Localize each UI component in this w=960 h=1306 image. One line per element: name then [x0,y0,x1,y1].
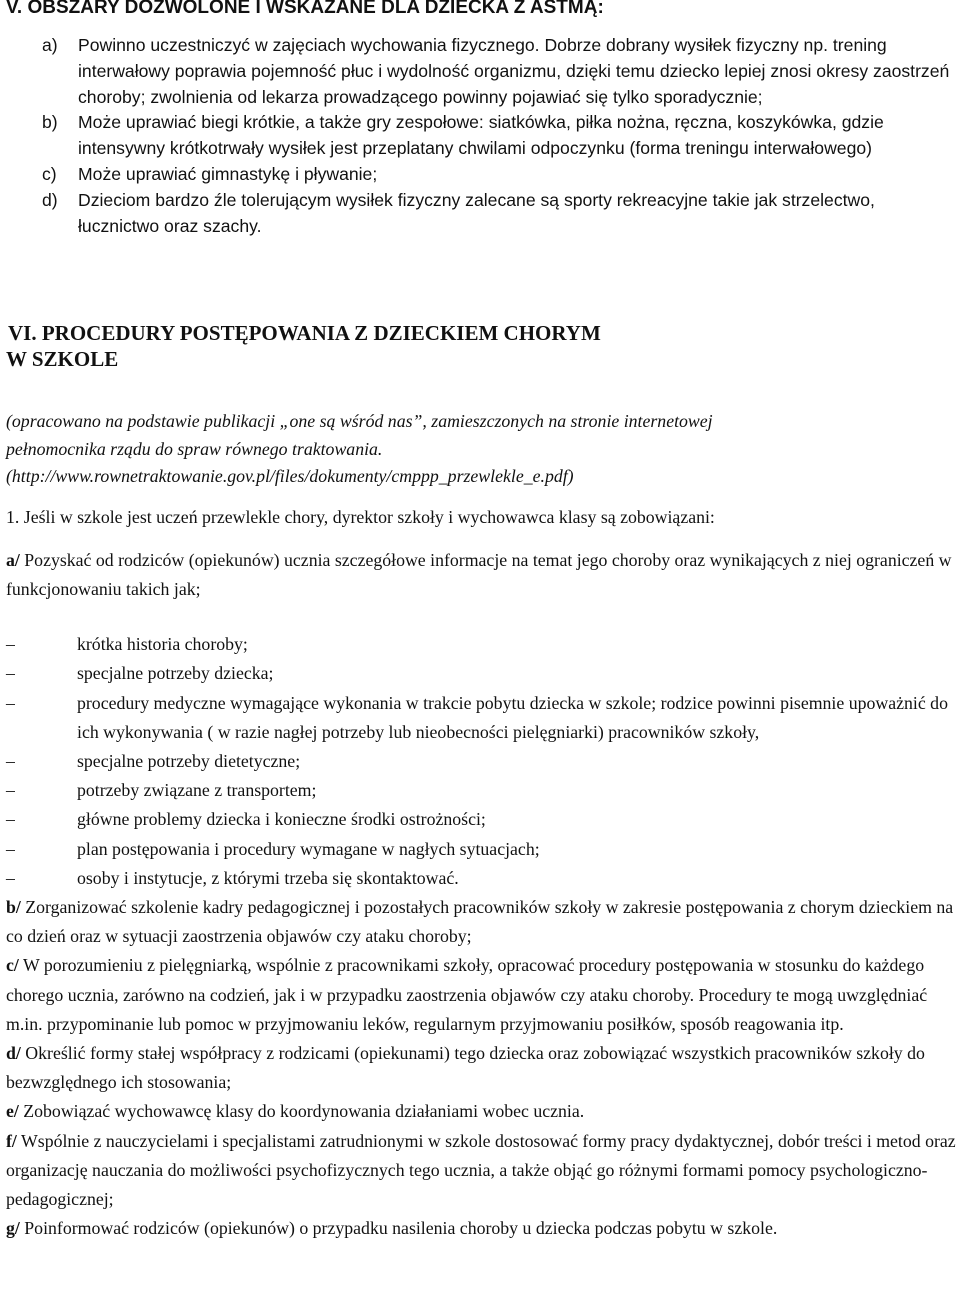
point-g [6,1214,960,1243]
point-e-label: e/ [6,1101,19,1122]
list-item [6,776,960,805]
dash-list [6,630,960,893]
list-item-text: Może uprawiać biegi krótkie, a także gry zespołowe: siatkówka, piłka nożna, ręczna, koszykówka, gdzie intensywny krótkotrwały wysiłek jest przeplatany chwilami odpoczynku (forma treningu interwałowego) [78,112,884,159]
list-marker: d) [42,189,58,210]
point-g-label: g/ [6,1218,20,1239]
list-marker: b) [42,112,58,133]
list-item [6,805,960,834]
point-d-text: Określić formy stałej współpracy z rodzicami (opiekunami) tego dziecka oraz zobowiązać wszystkich pracowników szkoły do bezwzględnego ich stosowania; [6,1042,925,1093]
dash-marker: – [6,838,15,859]
section-5-title: V. OBSZARY DOZWOLONE I WSKAZANE DLA DZIECKA Z ASTMĄ: [6,0,604,18]
point-f-label: f/ [6,1130,17,1151]
list-item-text: potrzeby związane z transportem; [77,780,317,801]
point-f-text: Wspólnie z nauczycielami i specjalistami zatrudnionymi w szkole dostosować formy pracy dydaktycznej, dobór treści i metod oraz organizację nauczania do możliwości psychofizycznych tego ucznia, a także objąć go różnymi formami pomocy psychologiczno-pedagogicznej; [6,1130,956,1209]
point-c [6,951,960,1039]
point-a [6,546,960,604]
dash-marker: – [6,750,15,771]
list-item [6,188,956,240]
point-b-label: b/ [6,896,21,917]
list-item-text: procedury medyczne wymagające wykonania w trakcie pobytu dziecka w szkole; rodzice powinni pisemnie upoważnić do ich wykonywania ( w razie nagłej potrzeby lub nieobecności pielęgniarki) pracowników szkoły, [77,692,948,742]
section-5 [6,0,956,239]
dash-marker: – [6,867,15,888]
point-b-text: Zorganizować szkolenie kadry pedagogicznej i pozostałych pracowników szkoły w zakresie postępowania z chorym dzieckiem na co dzień oraz w sytuacji zaostrzenia objawów czy ataku choroby; [6,896,954,947]
source-line-1: (opracowano na podstawie publikacji „one są wśród nas”, zamieszczonych na stronie internetowej [6,411,713,431]
dash-marker: – [6,663,15,684]
point-f [6,1127,960,1215]
list-item [6,162,956,188]
point-d [6,1039,960,1097]
source-note [6,408,960,491]
list-item-text: główne problemy dziecka i konieczne środki ostrożności; [77,809,486,830]
point-e-text: Zobowiązać wychowawcę klasy do koordynowania działaniami wobec ucznia. [18,1101,585,1122]
section-6-title-line-2: W SZKOLE [6,347,119,371]
point-a-text: Pozyskać od rodziców (opiekunów) ucznia szczegółowe informacje na temat jego choroby oraz wynikających z niej ograniczeń w funkcjonowaniu takich jak; [6,549,952,599]
list-item-text: Powinno uczestniczyć w zajęciach wychowania fizycznego. Dobrze dobrany wysiłek fizyczny np. trening interwałowy poprawia pojemność płuc i wydolność organizmu, dzięki temu dziecko lepiej znosi okresy zaostrzeń choroby; zwolnienia od lekarza prowadzącego powinny pojawiać się tylko sporadycznie; [78,35,950,107]
section-6 [6,320,960,1243]
point-b [6,893,960,951]
list-item [6,33,956,110]
dash-marker: – [6,634,15,655]
list-marker: c) [42,163,57,184]
list-item [6,630,960,659]
list-marker: a) [42,35,58,55]
source-url: (http://www.rownetraktowanie.gov.pl/files/dokumenty/cmppp_przewlekle_e.pdf) [6,466,574,486]
list-item-text: plan postępowania i procedury wymagane w nagłych sytuacjach; [77,838,540,859]
list-item [6,659,960,688]
list-item [6,689,960,747]
list-item-text: specjalne potrzeby dietetyczne; [77,750,301,771]
dash-marker: – [6,809,15,830]
dash-marker: – [6,692,15,713]
list-item-text: Może uprawiać gimnastykę i pływanie; [78,163,378,184]
section-6-title [6,320,960,372]
list-item-text: Dzieciom bardzo źle tolerującym wysiłek fizyczny zalecane są sporty rekreacyjne takie jak strzelectwo, łucznictwo oraz szachy. [78,189,875,236]
point-c-text: W porozumieniu z pielęgniarką, wspólnie z pracownikami szkoły, opracować procedury postępowania w stosunku do każdego chorego ucznia, zarówno na codzień, jak i w przypadku zaostrzenia objawów czy ataku choroby. Procedury te mogą uwzględniać m.in. przypominanie lub pomoc w przyjmowaniu leków, regularnym przyjmowaniu posiłków, sposób reagowania itp. [6,955,928,1034]
point-c-label: c/ [6,955,19,976]
dash-marker: – [6,780,15,801]
list-item [6,864,960,893]
section-6-title-line-1: VI. PROCEDURY POSTĘPOWANIA Z DZIECKIEM CHORYM [8,321,601,345]
list-item [6,747,960,776]
point-1: 1. Jeśli w szkole jest uczeń przewlekle chory, dyrektor szkoły i wychowawca klasy są zobowiązani: [6,506,715,527]
list-item [6,835,960,864]
list-item-text: osoby i instytucje, z którymi trzeba się skontaktować. [77,867,459,888]
list-item [6,110,956,162]
list-item-text: krótka historia choroby; [77,634,248,655]
point-d-label: d/ [6,1042,21,1063]
point-e [6,1097,960,1126]
point-g-text: Poinformować rodziców (opiekunów) o przypadku nasilenia choroby u dziecka podczas pobytu w szkole. [19,1218,778,1239]
list-item-text: specjalne potrzeby dziecka; [77,663,274,684]
source-line-2: pełnomocnika rządu do spraw równego traktowania. [6,438,383,459]
section-5-list [6,33,956,239]
point-a-label: a/ [6,549,20,570]
